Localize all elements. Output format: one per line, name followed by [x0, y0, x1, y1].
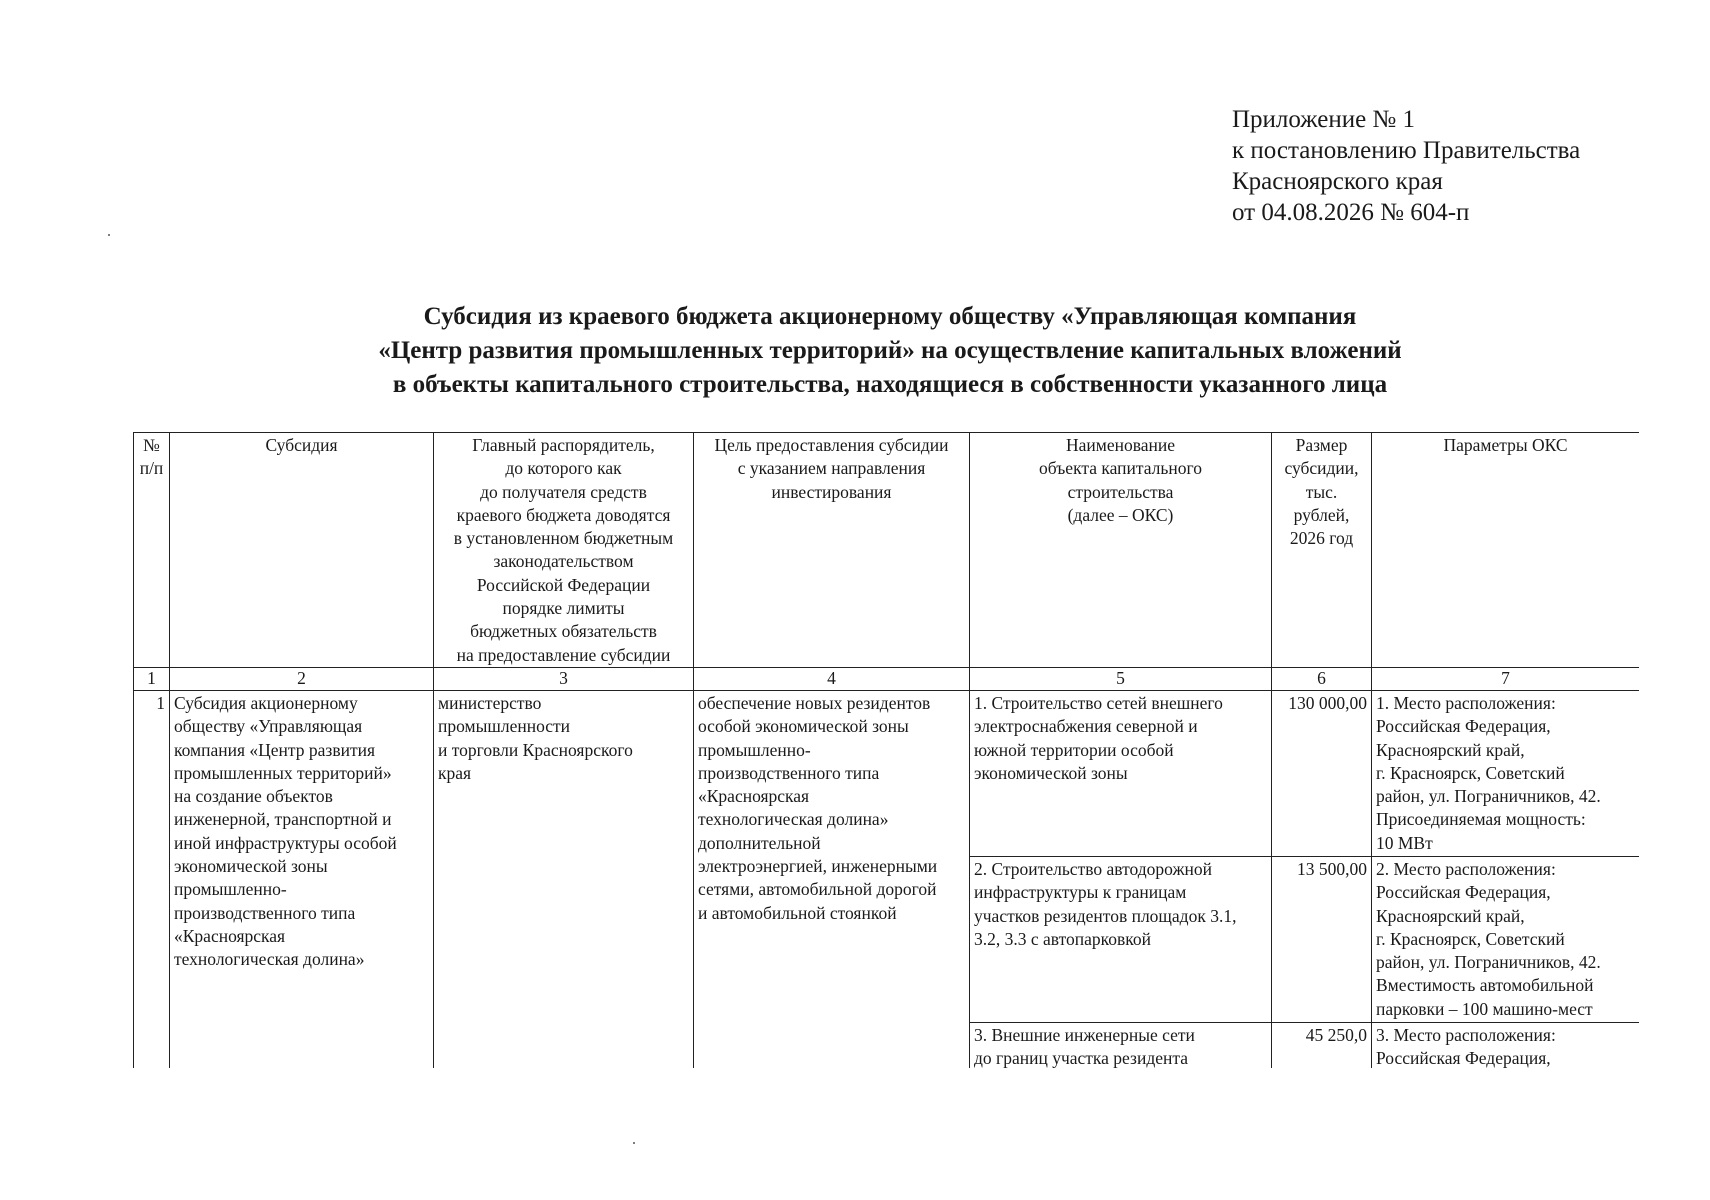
- amount-cell: 13 500,00: [1272, 856, 1372, 1022]
- header-cell-goal: Цель предоставления субсидии с указанием направления инвестирования: [694, 433, 970, 668]
- header-cell-distributor: Главный распорядитель, до которого как до получателя средств краевого бюджета доводятся в установленном бюджетным законодательством Российской Федерации порядке лимиты бюджетных обязательств на предоставление субсидии: [434, 433, 694, 668]
- subsidy-table-container: [133, 432, 1639, 1068]
- column-number: 2: [170, 667, 434, 690]
- document-title: [120, 300, 1660, 402]
- row-number: 1: [134, 690, 170, 1068]
- column-number: 3: [434, 667, 694, 690]
- appendix-line: Красноярского края: [1232, 168, 1443, 195]
- subsidy-table: [133, 432, 1639, 1068]
- object-name-cell: 1. Строительство сетей внешнего электроснабжения северной и южной территории особой экономической зоны: [970, 690, 1272, 856]
- appendix-line: от 04.08.2026 № 604-п: [1232, 199, 1470, 226]
- title-line: в объекты капитального строительства, находящиеся в собственности указанного лица: [392, 371, 1388, 398]
- subsidy-cell: Субсидия акционерному обществу «Управляющая компания «Центр развития промышленных территорий» на создание объектов инженерной, транспортной и иной инфраструктуры особой экономической зоны промышленно- производственного типа «Красноярская технологическая долина»: [170, 690, 434, 1068]
- params-cell: 1. Место расположения: Российская Федерация, Красноярский край, г. Красноярск, Советский район, ул. Пограничников, 42. Присоединяемая мощность: 10 МВт: [1372, 690, 1640, 856]
- table-row: [134, 690, 1640, 856]
- distributor-cell: министерство промышленности и торговли Красноярского края: [434, 690, 694, 1068]
- header-cell-subsidy: Субсидия: [170, 433, 434, 668]
- amount-cell: 45 250,0: [1272, 1022, 1372, 1068]
- column-number: 7: [1372, 667, 1640, 690]
- scan-speck: [108, 234, 110, 236]
- header-cell-amount: Размер субсидии, тыс. рублей, 2026 год: [1272, 433, 1372, 668]
- object-name-cell: 2. Строительство автодорожной инфраструктуры к границам участков резидентов площадок 3.1, 3.2, 3.3 с автопарковкой: [970, 856, 1272, 1022]
- appendix-block: [1232, 104, 1580, 228]
- column-number: 6: [1272, 667, 1372, 690]
- column-number-row: [134, 667, 1640, 690]
- header-cell-number: № п/п: [134, 433, 170, 668]
- column-number: 4: [694, 667, 970, 690]
- header-row: [134, 433, 1640, 668]
- appendix-line: к постановлению Правительства: [1232, 137, 1581, 164]
- header-cell-params: Параметры ОКС: [1372, 433, 1640, 668]
- amount-cell: 130 000,00: [1272, 690, 1372, 856]
- params-cell: 2. Место расположения: Российская Федерация, Красноярский край, г. Красноярск, Советский район, ул. Пограничников, 42. Вместимость автомобильной парковки – 100 машино-мест: [1372, 856, 1640, 1022]
- title-line: Субсидия из краевого бюджета акционерному обществу «Управляющая компания: [423, 303, 1357, 330]
- params-cell: 3. Место расположения: Российская Федерация,: [1372, 1022, 1640, 1068]
- column-number: 1: [134, 667, 170, 690]
- goal-cell: обеспечение новых резидентов особой экономической зоны промышленно- производственного типа «Красноярская технологическая долина» дополнительной электроэнергией, инженерными сетями, автомобильной дорогой и автомобильной стоянкой: [694, 690, 970, 1068]
- scan-speck: [633, 1142, 635, 1144]
- title-line: «Центр развития промышленных территорий» на осуществление капитальных вложений: [378, 337, 1402, 364]
- appendix-line: Приложение № 1: [1232, 106, 1416, 133]
- column-number: 5: [970, 667, 1272, 690]
- object-name-cell: 3. Внешние инженерные сети до границ участка резидента: [970, 1022, 1272, 1068]
- header-cell-object: Наименование объекта капитального строительства (далее – ОКС): [970, 433, 1272, 668]
